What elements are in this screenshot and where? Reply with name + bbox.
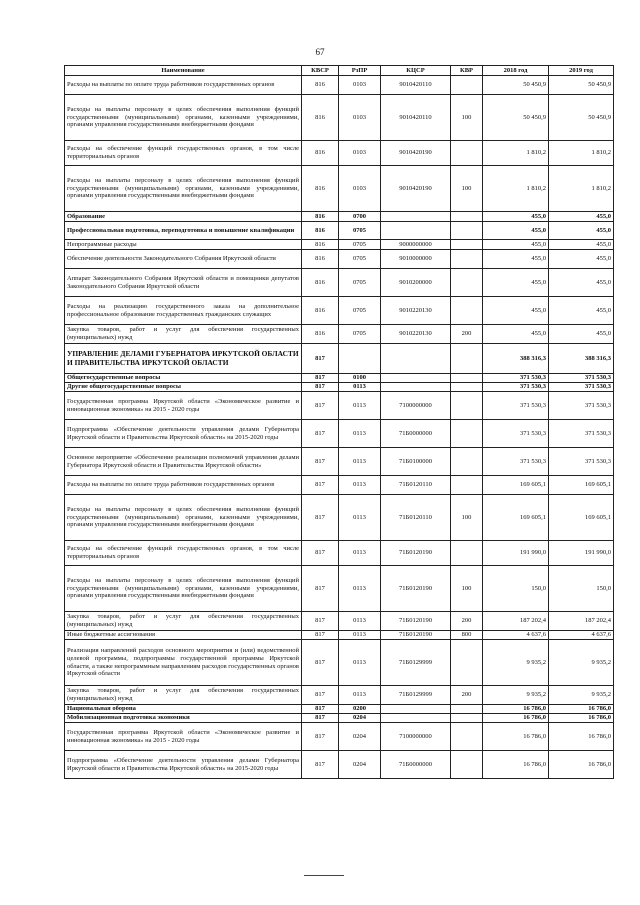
cell-name: Мобилизационная подготовка экономики xyxy=(65,714,302,723)
cell-kvr xyxy=(451,420,483,448)
cell-rzpr: 0103 xyxy=(339,76,381,95)
cell-name: Общегосударственные вопросы xyxy=(65,374,302,383)
cell-2019: 371 530,3 xyxy=(549,420,614,448)
cell-kcsr xyxy=(381,714,451,723)
cell-2019: 1 810,2 xyxy=(549,166,614,212)
cell-kcsr: 9010420190 xyxy=(381,166,451,212)
cell-name: Государственная программа Иркутской области «Экономическое развитие и инновационная экономика» на 2015 - 2020 годы xyxy=(65,723,302,751)
cell-2018: 169 605,1 xyxy=(483,476,549,495)
cell-rzpr: 0113 xyxy=(339,612,381,631)
cell-kvr: 100 xyxy=(451,566,483,612)
table-row xyxy=(65,297,614,325)
cell-kvr xyxy=(451,476,483,495)
cell-name: Закупка товаров, работ и услуг для обеспечения государственных (муниципальных) нужд xyxy=(65,686,302,705)
cell-2018: 16 786,0 xyxy=(483,723,549,751)
cell-2019: 169 605,1 xyxy=(549,495,614,541)
cell-kvsr: 817 xyxy=(302,566,339,612)
cell-name: Подпрограмма «Обеспечение деятельности управления делами Губернатора Иркутской области и Правительства Иркутской области» на 2015-2020 годы xyxy=(65,420,302,448)
cell-kvsr: 816 xyxy=(302,212,339,222)
cell-kvsr: 817 xyxy=(302,476,339,495)
cell-kcsr: 7100000000 xyxy=(381,723,451,751)
cell-2019: 191 990,0 xyxy=(549,541,614,566)
cell-kvr xyxy=(451,640,483,686)
cell-name: Национальная оборона xyxy=(65,705,302,714)
cell-kvsr: 816 xyxy=(302,166,339,212)
cell-rzpr: 0705 xyxy=(339,297,381,325)
cell-kcsr: 9010000000 xyxy=(381,250,451,269)
table-row xyxy=(65,76,614,95)
cell-2019: 16 786,0 xyxy=(549,714,614,723)
table-row xyxy=(65,269,614,297)
cell-2018: 455,0 xyxy=(483,250,549,269)
cell-kcsr: 71Б0100000 xyxy=(381,448,451,476)
table-row xyxy=(65,325,614,344)
cell-2018: 50 450,9 xyxy=(483,76,549,95)
cell-kcsr: 71Б0120110 xyxy=(381,495,451,541)
cell-2018: 9 935,2 xyxy=(483,640,549,686)
cell-kvsr: 817 xyxy=(302,495,339,541)
cell-rzpr: 0113 xyxy=(339,686,381,705)
cell-kvsr: 816 xyxy=(302,240,339,250)
cell-rzpr: 0113 xyxy=(339,392,381,420)
cell-2018: 455,0 xyxy=(483,297,549,325)
cell-kvsr: 817 xyxy=(302,705,339,714)
cell-rzpr: 0103 xyxy=(339,95,381,141)
cell-2019: 150,0 xyxy=(549,566,614,612)
cell-2018: 16 786,0 xyxy=(483,705,549,714)
cell-kvr xyxy=(451,541,483,566)
cell-2018: 16 786,0 xyxy=(483,751,549,779)
cell-name: Расходы на обеспечение функций государственных органов, в том числе территориальных органов xyxy=(65,541,302,566)
cell-kcsr xyxy=(381,374,451,383)
cell-rzpr: 0705 xyxy=(339,325,381,344)
table-row xyxy=(65,723,614,751)
cell-kvsr: 816 xyxy=(302,250,339,269)
cell-kcsr: 9010200000 xyxy=(381,269,451,297)
cell-2019: 9 935,2 xyxy=(549,640,614,686)
cell-rzpr: 0113 xyxy=(339,541,381,566)
cell-kcsr: 9010420110 xyxy=(381,76,451,95)
cell-kvsr: 817 xyxy=(302,541,339,566)
cell-2019: 455,0 xyxy=(549,212,614,222)
cell-rzpr: 0700 xyxy=(339,212,381,222)
header-name: Наименование xyxy=(65,66,302,76)
table-row xyxy=(65,640,614,686)
cell-name: Закупка товаров, работ и услуг для обеспечения государственных (муниципальных) нужд xyxy=(65,325,302,344)
cell-kcsr: 7100000000 xyxy=(381,392,451,420)
cell-name: Иные бюджетные ассигнования xyxy=(65,631,302,640)
cell-name: УПРАВЛЕНИЕ ДЕЛАМИ ГУБЕРНАТОРА ИРКУТСКОЙ ОБЛАСТИ И ПРАВИТЕЛЬСТВА ИРКУТСКОЙ ОБЛАСТИ xyxy=(65,344,302,374)
cell-rzpr: 0113 xyxy=(339,383,381,392)
cell-rzpr: 0204 xyxy=(339,723,381,751)
table-row xyxy=(65,141,614,166)
cell-2018: 169 605,1 xyxy=(483,495,549,541)
cell-2019: 187 202,4 xyxy=(549,612,614,631)
table-body xyxy=(65,76,614,779)
cell-2019: 16 786,0 xyxy=(549,723,614,751)
cell-kvsr: 817 xyxy=(302,631,339,640)
page-number: 67 xyxy=(315,47,325,57)
cell-2019: 455,0 xyxy=(549,269,614,297)
cell-rzpr: 0113 xyxy=(339,566,381,612)
cell-2018: 371 530,3 xyxy=(483,374,549,383)
cell-2018: 455,0 xyxy=(483,240,549,250)
cell-2018: 187 202,4 xyxy=(483,612,549,631)
cell-2018: 371 530,3 xyxy=(483,420,549,448)
cell-kcsr: 9010220130 xyxy=(381,297,451,325)
table-header-row xyxy=(65,66,614,76)
cell-2019: 455,0 xyxy=(549,240,614,250)
table-row xyxy=(65,714,614,723)
cell-kvsr: 817 xyxy=(302,751,339,779)
cell-name: Аппарат Законодательного Собрания Иркутской области и помощники депутатов Законодательного Собрания Иркутской области xyxy=(65,269,302,297)
cell-name: Расходы на выплаты персоналу в целях обеспечения выполнения функций государственными (муниципальными) органами, казенными учреждениями, органами управления государственными внебюджетными фондами xyxy=(65,95,302,141)
cell-name: Реализация направлений расходов основного мероприятия и (или) ведомственной целевой программы, подпрограммы государственной программы Иркутской области, а также непрограммным направлениям расходов государственных органов Иркутской области xyxy=(65,640,302,686)
cell-kcsr: 9010420190 xyxy=(381,141,451,166)
cell-kcsr xyxy=(381,222,451,240)
cell-2018: 371 530,3 xyxy=(483,383,549,392)
cell-2019: 388 316,3 xyxy=(549,344,614,374)
header-2019: 2019 год xyxy=(549,66,614,76)
cell-rzpr: 0113 xyxy=(339,448,381,476)
cell-kvsr: 816 xyxy=(302,222,339,240)
cell-name: Расходы на реализацию государственного заказа на дополнительное профессиональное образование государственных гражданских служащих xyxy=(65,297,302,325)
cell-name: Государственная программа Иркутской области «Экономическое развитие и инновационная экономика» на 2015 - 2020 годы xyxy=(65,392,302,420)
cell-2019: 455,0 xyxy=(549,222,614,240)
cell-kcsr xyxy=(381,383,451,392)
cell-name: Непрограммные расходы xyxy=(65,240,302,250)
cell-2018: 1 810,2 xyxy=(483,166,549,212)
cell-kcsr: 71Б0000000 xyxy=(381,420,451,448)
cell-kvr xyxy=(451,714,483,723)
cell-rzpr xyxy=(339,344,381,374)
table-row xyxy=(65,250,614,269)
cell-kvr xyxy=(451,374,483,383)
cell-kvr: 100 xyxy=(451,95,483,141)
table-row xyxy=(65,541,614,566)
cell-kcsr: 71Б0120190 xyxy=(381,612,451,631)
cell-2018: 455,0 xyxy=(483,269,549,297)
cell-kvsr: 817 xyxy=(302,383,339,392)
cell-kvr: 200 xyxy=(451,612,483,631)
cell-kvr xyxy=(451,392,483,420)
cell-2018: 371 530,3 xyxy=(483,392,549,420)
cell-kvsr: 816 xyxy=(302,325,339,344)
cell-kvsr: 816 xyxy=(302,95,339,141)
cell-kvsr: 817 xyxy=(302,686,339,705)
cell-2019: 455,0 xyxy=(549,250,614,269)
cell-kvr xyxy=(451,705,483,714)
cell-name: Расходы на обеспечение функций государственных органов, в том числе территориальных органов xyxy=(65,141,302,166)
cell-rzpr: 0705 xyxy=(339,222,381,240)
cell-rzpr: 0705 xyxy=(339,250,381,269)
cell-kvr xyxy=(451,751,483,779)
table-row xyxy=(65,374,614,383)
cell-kvr xyxy=(451,76,483,95)
cell-rzpr: 0113 xyxy=(339,495,381,541)
table-row xyxy=(65,705,614,714)
cell-2018: 16 786,0 xyxy=(483,714,549,723)
table-row xyxy=(65,95,614,141)
cell-rzpr: 0103 xyxy=(339,141,381,166)
cell-2018: 4 637,6 xyxy=(483,631,549,640)
cell-rzpr: 0113 xyxy=(339,631,381,640)
table-row xyxy=(65,383,614,392)
table-row xyxy=(65,448,614,476)
cell-kvr xyxy=(451,240,483,250)
cell-kvsr: 816 xyxy=(302,297,339,325)
header-kvr: КВР xyxy=(451,66,483,76)
cell-kvsr: 816 xyxy=(302,269,339,297)
cell-2019: 9 935,2 xyxy=(549,686,614,705)
table-row xyxy=(65,166,614,212)
cell-2018: 1 810,2 xyxy=(483,141,549,166)
cell-kvr xyxy=(451,723,483,751)
cell-name: Образование xyxy=(65,212,302,222)
cell-2019: 16 786,0 xyxy=(549,751,614,779)
table-row xyxy=(65,344,614,374)
table-row xyxy=(65,212,614,222)
header-kcsr: КЦСР xyxy=(381,66,451,76)
cell-2018: 455,0 xyxy=(483,222,549,240)
cell-rzpr: 0103 xyxy=(339,166,381,212)
cell-2018: 371 530,3 xyxy=(483,448,549,476)
cell-name: Подпрограмма «Обеспечение деятельности управления делами Губернатора Иркутской области и Правительства Иркутской области» на 2015-2020 годы xyxy=(65,751,302,779)
cell-kcsr xyxy=(381,344,451,374)
cell-kvsr: 817 xyxy=(302,612,339,631)
cell-kvsr: 817 xyxy=(302,392,339,420)
header-2018: 2018 год xyxy=(483,66,549,76)
cell-name: Обеспечение деятельности Законодательного Собрания Иркутской области xyxy=(65,250,302,269)
cell-kvr xyxy=(451,297,483,325)
cell-2018: 455,0 xyxy=(483,212,549,222)
cell-rzpr: 0705 xyxy=(339,269,381,297)
cell-2019: 1 810,2 xyxy=(549,141,614,166)
budget-table xyxy=(64,65,614,779)
cell-kcsr xyxy=(381,212,451,222)
cell-kcsr: 71Б0120190 xyxy=(381,631,451,640)
header-rzpr: РзПР xyxy=(339,66,381,76)
cell-kvsr: 817 xyxy=(302,448,339,476)
cell-name: Расходы на выплаты персоналу в целях обеспечения выполнения функций государственными (муниципальными) органами, казенными учреждениями, органами управления государственными внебюджетными фондами xyxy=(65,166,302,212)
cell-name: Расходы на выплаты по оплате труда работников государственных органов xyxy=(65,476,302,495)
header-kvsr: КВСР xyxy=(302,66,339,76)
cell-kvsr: 817 xyxy=(302,374,339,383)
cell-kvr xyxy=(451,212,483,222)
cell-2019: 50 450,9 xyxy=(549,95,614,141)
cell-2019: 455,0 xyxy=(549,297,614,325)
cell-kvr xyxy=(451,222,483,240)
cell-kvr xyxy=(451,344,483,374)
cell-kvr: 200 xyxy=(451,686,483,705)
cell-kcsr: 71Б0000000 xyxy=(381,751,451,779)
cell-kcsr: 71Б0129999 xyxy=(381,640,451,686)
table-row xyxy=(65,392,614,420)
cell-name: Расходы на выплаты персоналу в целях обеспечения выполнения функций государственными (муниципальными) органами, казенными учреждениями, органами управления государственными внебюджетными фондами xyxy=(65,495,302,541)
cell-kvr: 800 xyxy=(451,631,483,640)
cell-2018: 150,0 xyxy=(483,566,549,612)
cell-2019: 50 450,9 xyxy=(549,76,614,95)
cell-kvr xyxy=(451,448,483,476)
cell-name: Основное мероприятие «Обеспечение реализации полномочий управления делами Губернатора Иркутской области и Правительства Иркутской области» xyxy=(65,448,302,476)
cell-rzpr: 0113 xyxy=(339,420,381,448)
cell-2019: 371 530,3 xyxy=(549,448,614,476)
cell-name: Закупка товаров, работ и услуг для обеспечения государственных (муниципальных) нужд xyxy=(65,612,302,631)
table-row xyxy=(65,612,614,631)
cell-name: Расходы на выплаты по оплате труда работников государственных органов xyxy=(65,76,302,95)
cell-2019: 4 637,6 xyxy=(549,631,614,640)
cell-kvsr: 816 xyxy=(302,76,339,95)
table-row xyxy=(65,751,614,779)
cell-kvr xyxy=(451,250,483,269)
cell-kvsr: 817 xyxy=(302,640,339,686)
cell-2019: 455,0 xyxy=(549,325,614,344)
cell-kcsr: 9000000000 xyxy=(381,240,451,250)
cell-name: Другие общегосударственные вопросы xyxy=(65,383,302,392)
cell-rzpr: 0200 xyxy=(339,705,381,714)
table-row xyxy=(65,240,614,250)
table-row xyxy=(65,686,614,705)
table-row xyxy=(65,476,614,495)
table-row xyxy=(65,222,614,240)
table-row xyxy=(65,631,614,640)
cell-kvr xyxy=(451,383,483,392)
table-row xyxy=(65,566,614,612)
cell-2019: 371 530,3 xyxy=(549,374,614,383)
cell-rzpr: 0100 xyxy=(339,374,381,383)
cell-rzpr: 0113 xyxy=(339,640,381,686)
cell-kvr xyxy=(451,141,483,166)
cell-kvsr: 817 xyxy=(302,723,339,751)
table-row xyxy=(65,495,614,541)
cell-kvr: 200 xyxy=(451,325,483,344)
cell-rzpr: 0204 xyxy=(339,751,381,779)
cell-kvsr: 817 xyxy=(302,344,339,374)
cell-kvsr: 817 xyxy=(302,420,339,448)
cell-2019: 16 786,0 xyxy=(549,705,614,714)
cell-2018: 388 316,3 xyxy=(483,344,549,374)
cell-2019: 169 605,1 xyxy=(549,476,614,495)
cell-2018: 9 935,2 xyxy=(483,686,549,705)
cell-kvsr: 816 xyxy=(302,141,339,166)
table-row xyxy=(65,420,614,448)
cell-2018: 191 990,0 xyxy=(483,541,549,566)
cell-kcsr xyxy=(381,705,451,714)
cell-kcsr: 71Б0129999 xyxy=(381,686,451,705)
cell-kvr: 100 xyxy=(451,495,483,541)
cell-kvsr: 817 xyxy=(302,714,339,723)
cell-kvr: 100 xyxy=(451,166,483,212)
cell-rzpr: 0705 xyxy=(339,240,381,250)
cell-kcsr: 9010420110 xyxy=(381,95,451,141)
cell-kcsr: 71Б0120190 xyxy=(381,566,451,612)
cell-name: Расходы на выплаты персоналу в целях обеспечения выполнения функций государственными (муниципальными) органами, казенными учреждениями, органами управления государственными внебюджетными фондами xyxy=(65,566,302,612)
cell-rzpr: 0204 xyxy=(339,714,381,723)
footer-rule xyxy=(304,875,344,876)
cell-kcsr: 71Б0120190 xyxy=(381,541,451,566)
cell-2018: 455,0 xyxy=(483,325,549,344)
cell-name: Профессиональная подготовка, переподготовка и повышение квалификации xyxy=(65,222,302,240)
cell-rzpr: 0113 xyxy=(339,476,381,495)
cell-kcsr: 71Б0120110 xyxy=(381,476,451,495)
cell-kvr xyxy=(451,269,483,297)
cell-2018: 50 450,9 xyxy=(483,95,549,141)
cell-2019: 371 530,3 xyxy=(549,383,614,392)
cell-kcsr: 9010220130 xyxy=(381,325,451,344)
cell-2019: 371 530,3 xyxy=(549,392,614,420)
